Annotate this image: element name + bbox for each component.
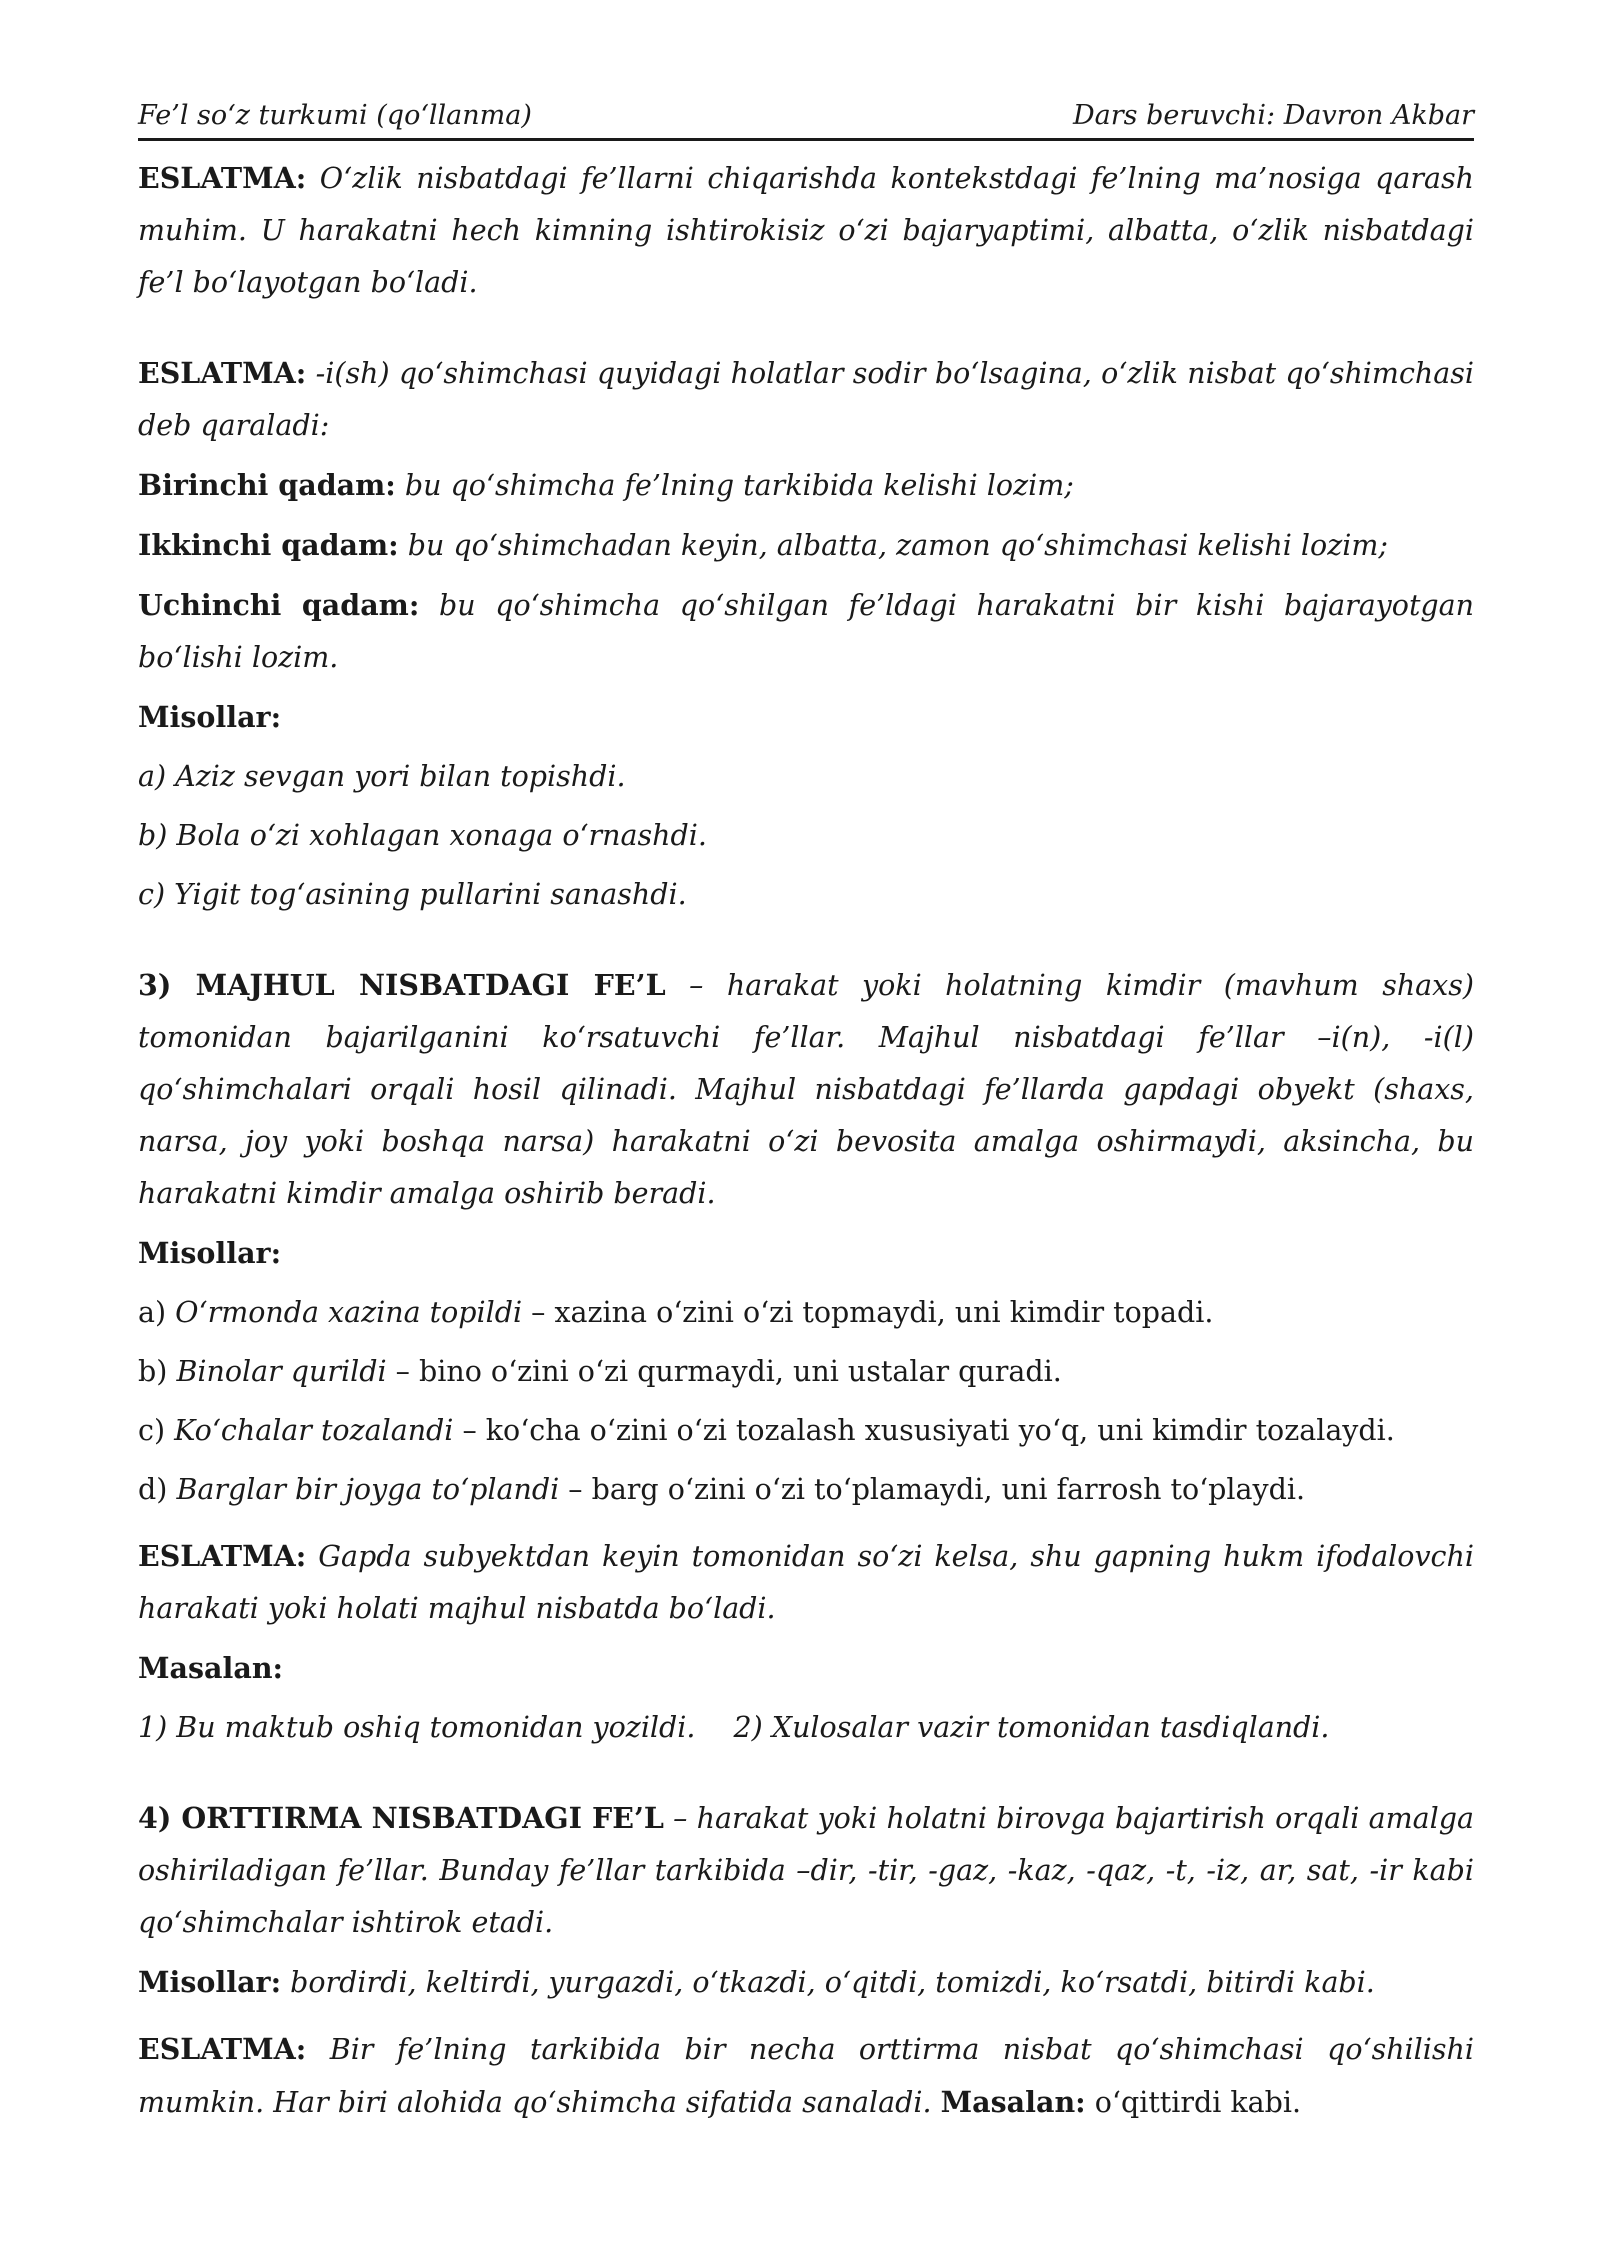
masalan-heading: Masalan: (138, 1651, 284, 1685)
step-paragraph (138, 579, 1474, 684)
example-item: a) O‘rmonda xazina topildi – xazina o‘zini o‘zi topmaydi, uni kimdir topadi. (138, 1296, 1214, 1329)
examples-label: Misollar: (138, 1965, 282, 1999)
step-paragraph (138, 519, 1474, 572)
example-item: b) Binolar qurildi – bino o‘zini o‘zi qurmaydi, uni ustalar quradi. (138, 1355, 1062, 1388)
step-label: Uchinchi qadam: (138, 588, 420, 622)
main-content (138, 152, 1474, 2129)
masalan-example-2: 2) Xulosalar vazir tomonidan tasdiqlandi. (733, 1711, 1330, 1744)
note-paragraph (138, 1530, 1474, 1635)
examples-heading: Misollar: (138, 700, 282, 734)
note-label: ESLATMA: (138, 2032, 307, 2066)
example-item: d) Barglar bir joyga to‘plandi – barg o‘zini o‘zi to‘plamaydi, uni farrosh to‘playdi. (138, 1473, 1306, 1506)
note-text: O‘zlik nisbatdagi fe’llarni chiqarishda kontekstdagi fe’lning ma’nosiga qarash muhim. U harakatni hech kimning ishtirokisiz o‘zi bajaryaptimi, albatta, o‘zlik nisbatdagi fe’l bo‘layotgan bo‘ladi. (138, 162, 1474, 299)
examples-text: bordirdi, keltirdi, yurgazdi, o‘tkazdi, o‘qitdi, tomizdi, ko‘rsatdi, bitirdi kabi. (281, 1966, 1375, 1999)
step-text: bu qo‘shimchadan keyin, albatta, zamon qo‘shimchasi kelishi lozim; (398, 529, 1388, 562)
section-paragraph (138, 1792, 1474, 1949)
masalan-examples (138, 1702, 1474, 1754)
note-text: Bir fe’lning tarkibida bir necha orttirma nisbat qo‘shimchasi qo‘shilishi mumkin. Har biri alohida qo‘shimcha sifatida sanaladi. (138, 2033, 1474, 2119)
examples-heading: Misollar: (138, 1236, 282, 1270)
note-text: Gapda subyektdan keyin tomonidan so‘zi kelsa, shu gapning hukm ifodalovchi harakati yoki holati majhul nisbatda bo‘ladi. (138, 1540, 1474, 1625)
step-text: bu qo‘shimcha qo‘shilgan fe’ldagi harakatni bir kishi bajarayotgan bo‘lishi lozim. (138, 589, 1474, 674)
note-label: ESLATMA: (138, 1539, 307, 1573)
step-label: Birinchi qadam: (138, 468, 396, 502)
step-label: Ikkinchi qadam: (138, 528, 399, 562)
note-paragraph (138, 347, 1474, 452)
note-paragraph (138, 152, 1474, 309)
header-author: Dars beruvchi: Davron Akbar (1072, 100, 1474, 131)
section-paragraph (138, 959, 1474, 1220)
note-text: -i(sh) qo‘shimchasi quyidagi holatlar sodir bo‘lsagina, o‘zlik nisbat qo‘shimchasi deb qaraladi: (138, 357, 1474, 442)
section-text: – harakat yoki holatni birovga bajartirish orqali amalga oshiriladigan fe’llar. Bunday fe’llar tarkibida –dir, -tir, -gaz, -kaz, -qaz, -t, -iz, ar, sat, -ir kabi qo‘shimchalar ishtirok etadi. (138, 1802, 1474, 1939)
examples-paragraph (138, 1956, 1474, 2009)
step-paragraph (138, 459, 1474, 512)
example-item: c) Yigit tog‘asining pullarini sanashdi. (138, 878, 687, 911)
note-label: ESLATMA: (138, 161, 307, 195)
masalan-example-1: 1) Bu maktub oshiq tomonidan yozildi. (138, 1711, 696, 1744)
header-rule (138, 138, 1474, 141)
section-text: – harakat yoki holatning kimdir (mavhum shaxs) tomonidan bajarilganini ko‘rsatuvchi fe’llar. Majhul nisbatdagi fe’llar –i(n), -i(l) qo‘shimchalari orqali hosil qilinadi. Majhul nisbatdagi fe’llarda gapdagi obyekt (shaxs, narsa, joy yoki boshqa narsa) harakatni o‘zi bevosita amalga oshirmaydi, aksincha, bu harakatni kimdir amalga oshirib beradi. (138, 969, 1474, 1210)
section-title: 4) ORTTIRMA NISBATDAGI FE’L (138, 1801, 664, 1835)
section-title: 3) MAJHUL NISBATDAGI FE’L (138, 968, 666, 1002)
note-paragraph (138, 2023, 1474, 2129)
example-item: c) Ko‘chalar tozalandi – ko‘cha o‘zini o‘zi tozalash xususiyati yo‘q, uni kimdir tozalaydi. (138, 1414, 1395, 1447)
header-title: Fe’l so‘z turkumi (qo‘llanma) (138, 100, 532, 131)
note-label: ESLATMA: (138, 356, 307, 390)
running-header (138, 100, 1474, 140)
example-item: a) Aziz sevgan yori bilan topishdi. (138, 760, 626, 793)
step-text: bu qo‘shimcha fe’lning tarkibida kelishi lozim; (395, 469, 1074, 502)
example-item: b) Bola o‘zi xohlagan xonaga o‘rnashdi. (138, 819, 707, 852)
masalan-text: o‘qittirdi kabi. (1085, 2086, 1302, 2119)
masalan-label: Masalan: (940, 2085, 1086, 2119)
